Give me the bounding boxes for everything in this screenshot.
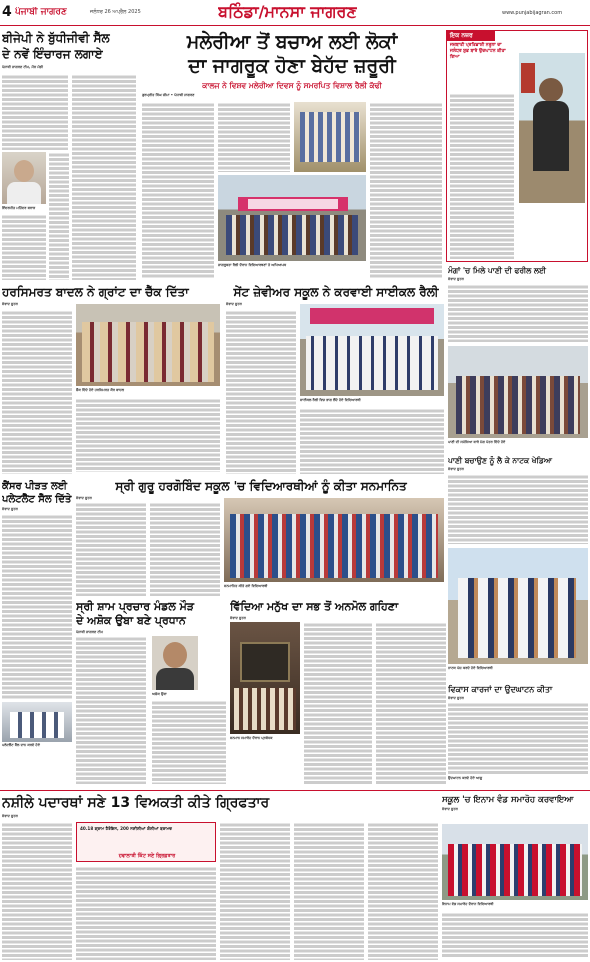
malaria-photo [218,175,366,261]
water-body [448,474,588,544]
bjp-body-2 [49,152,69,280]
demands-photo [448,346,588,438]
malaria-byline: ਗੁਰਪ੍ਰੀਤ ਸਿੰਘ ਚੀਮਾ • ਪੰਜਾਬੀ ਜਾਗਰਣ [142,93,195,97]
demands-story [448,266,588,452]
sidebar-label: ਇਕ ਨਜ਼ਰ [447,31,495,41]
paper-name: ਪੰਜਾਬੀ ਜਾਗਰਣ [15,7,67,17]
malaria-body-3 [370,102,442,278]
malaria-subhead: ਕਾਲਜ ਨੇ ਵਿਸ਼ਵ ਮਲੇਰੀਆ ਦਿਵਸ ਨੂੰ ਸਮਰਪਿਤ ਵਿਸ਼ਾਲ ਰੈਲੀ ਕੱਢੀ [202,81,382,90]
bjp-headline-2: ਦੇ ਨਵੇਂ ਇੰਚਾਰਜ ਲਗਾਏ [2,47,103,61]
vidya-caption: ਸਨਮਾਨ ਸਮਾਰੋਹ ਦੌਰਾਨ ਪ੍ਰਬੰਧਕ [230,736,273,740]
vidya-body-2 [376,622,446,784]
kaur-caption: ਪਲੇਟਲੈੱਟ ਸੈੱਲ ਦਾਨ ਕਰਦੇ ਹੋਏ [2,743,40,747]
vikas-caption: ਉਦਘਾਟਨ ਕਰਦੇ ਹੋਏ ਆਗੂ [448,776,483,780]
sham-photo [152,636,198,690]
drugs-body-5 [368,822,438,960]
inaam-body [442,912,588,958]
date-line: ਜਲੰਧਰ 26 ਅਪ੍ਰੈਲ 2025 [90,9,141,15]
bjp-caption: ਇੰਦਰਜੀਤ ਮਹਿੰਦਰ ਬਰਾੜ [2,206,36,210]
edition-title: ਬਠਿੰਡਾ/ਮਾਨਸਾ ਜਾਗਰਣ [218,2,357,21]
website: www.punjabijagran.com [502,10,563,16]
sidebar-photo [519,53,585,203]
inaam-photo [442,824,588,900]
bjp-headline-1: ਬੀਜੇਪੀ ਨੇ ਬੁੱਧੀਜੀਵੀ ਸੈੱਲ [2,31,110,45]
vikas-headline: ਵਿਕਾਸ ਕਾਰਜਾਂ ਦਾ ਉਦਘਾਟਨ ਕੀਤਾ [448,685,553,694]
sham-headline-2: ਦੇ ਅਸ਼ੋਕ ਉਬਾ ਬਣੇ ਪ੍ਰਧਾਨ [76,614,186,627]
kaur-photo [2,702,72,742]
water-caption: ਨਾਟਕ ਪੇਸ਼ ਕਰਦੇ ਹੋਏ ਵਿਦਿਆਰਥੀ [448,666,493,670]
hargobind-byline: ਸੰਵਾਦ ਸੂਤਰ [76,496,92,500]
inaam-headline: ਸਕੂਲ 'ਚ ਇਨਾਮ ਵੰਡ ਸਮਾਰੋਹ ਕਰਵਾਇਆ [442,795,574,805]
vidya-story [230,600,446,786]
bjp-byline: ਪੰਜਾਬੀ ਜਾਗਰਣ ਟੀਮ, ਮੌੜ ਮੰਡੀ [2,65,43,69]
cycle-caption: ਸਾਈਕਲ ਰੈਲੀ ਵਿਚ ਭਾਗ ਲੈਂਦੇ ਹੋਏ ਵਿਦਿਆਰਥੀ [300,398,361,402]
cycle-body-2 [300,408,444,474]
kaur-body [2,514,72,700]
hargobind-headline: ਸ੍ਰੀ ਗੁਰੂ ਹਰਗੋਬਿੰਦ ਸਕੂਲ 'ਚ ਵਿਦਿਆਰਥੀਆਂ ਨੂੰ ਕੀਤਾ ਸਨਮਾਨਿਤ [115,479,407,493]
cycle-story [226,284,446,474]
malaria-body-1 [142,102,214,278]
harsimrat-body [2,310,72,474]
water-photo [448,548,588,664]
vidya-headline: ਵਿੱਦਿਆ ਮਨੁੱਖ ਦਾ ਸਭ ਤੋਂ ਅਨਮੋਲ ਗਹਿਣਾ [230,600,399,613]
drugs-box-text: 40.18 ਗ੍ਰਾਮ ਹੈਰੋਇਨ, 200 ਨਸ਼ੀਲੀਆਂ ਗੋਲੀਆਂ ਬਰਾਮਦ [80,826,173,831]
drugs-story [2,794,438,960]
sidebar-body: ਜਜ਼ਬਾਤੀ ਪ੍ਰਤਿਭਾਸ਼ੀ ਨਰੂਲਾ ਦਾ ਜਲੰਧਰ ਸ਼ੁਭ ਬਾਰੇ ਉਦਘਾਟਨ ਕੀਤਾ ਗਿਆ [450,43,506,60]
sidebar-box [446,30,588,262]
sham-story [76,600,226,786]
sham-body-1 [76,636,146,784]
vidya-byline: ਸੰਵਾਦ ਸੂਤਰ [230,616,246,620]
cycle-headline: ਸੇਂਟ ਜ਼ੇਵੀਅਰ ਸਕੂਲ ਨੇ ਕਰਵਾਈ ਸਾਈਕਲ ਰੈਲੀ [233,285,439,299]
bjp-body-3 [2,214,46,280]
sidebar-text [450,93,514,259]
sham-byline: ਪੰਜਾਬੀ ਜਾਗਰਣ ਟੀਮ [76,630,103,634]
vikas-story [448,684,588,788]
page-number: 4 [2,4,12,20]
harsimrat-story [2,284,222,474]
malaria-photo-2 [294,102,366,172]
section-divider [0,790,590,791]
vikas-body [448,702,588,774]
masthead [0,0,590,26]
hargobind-story [76,478,446,598]
bjp-body-1 [2,74,68,150]
demands-body [448,284,588,342]
drugs-highlight-box [76,822,216,862]
malaria-caption: ਜਾਗਰੂਕਤਾ ਰੈਲੀ ਦੌਰਾਨ ਵਿਦਿਆਰਥਣਾਂ ਤੇ ਅਧਿਆਪਕ [218,263,287,267]
kaur-headline-1: ਕੈਂਸਰ ਪੀੜਤ ਲਈ [2,481,68,492]
harsimrat-photo [76,304,220,386]
sham-headline-1: ਸ੍ਰੀ ਸ਼ਾਮ ਪ੍ਰਚਾਰ ਮੰਡਲ ਮੌੜ [76,600,195,613]
vikas-byline: ਸੰਵਾਦ ਸੂਤਰ [448,696,464,700]
harsimrat-byline: ਸੰਵਾਦ ਸੂਤਰ [2,302,18,306]
cycle-byline: ਸੰਵਾਦ ਸੂਤਰ [226,302,242,306]
hargobind-caption: ਸਨਮਾਨਿਤ ਕੀਤੇ ਗਏ ਵਿਦਿਆਰਥੀ [224,584,268,588]
sham-caption: ਅਸ਼ੋਕ ਉਬਾ [152,692,167,696]
drugs-box-heading: ਹਵਾਲਾਤੀ ਕਿੱਟ ਸਣੇ ਗ੍ਰਿਫ਼ਤਾਰ [118,853,176,859]
malaria-story [142,30,442,280]
malaria-body-2 [218,102,290,172]
malaria-headline-2: ਦਾ ਜਾਗਰੂਕ ਹੋਣਾ ਬੇਹੱਦ ਜ਼ਰੂਰੀ [188,55,396,77]
demands-caption: ਪਾਣੀ ਦੀ ਸਮੱਸਿਆ ਬਾਰੇ ਮੰਗ ਪੱਤਰ ਦਿੰਦੇ ਹੋਏ [448,440,506,444]
drugs-body-2 [76,866,216,960]
water-byline: ਸੰਵਾਦ ਸੂਤਰ [448,467,464,471]
demands-byline: ਸੰਵਾਦ ਸੂਤਰ [448,277,464,281]
drugs-byline: ਸੰਵਾਦ ਸੂਤਰ [2,814,18,818]
bjp-photo [2,152,46,204]
demands-headline: ਮੰਗਾਂ 'ਚ ਮਿਲੇ ਪਾਣੀ ਦੀ ਫਰੀਲ ਲਈ [448,266,546,275]
inaam-story [442,794,588,960]
drugs-body-3 [220,822,290,960]
kaur-byline: ਸੰਵਾਦ ਸੂਤਰ [2,507,18,511]
malaria-headline-1: ਮਲੇਰੀਆ ਤੋਂ ਬਚਾਅ ਲਈ ਲੋਕਾਂ [186,31,398,53]
drugs-body-4 [294,822,364,960]
water-headline: ਪਾਣੀ ਬਚਾਉਣ ਨੂੰ ਲੈ ਕੇ ਨਾਟਕ ਖੇਡਿਆ [448,456,552,465]
cycle-body-1 [226,310,296,474]
sham-body-2 [152,700,226,784]
hargobind-body-2 [150,502,220,596]
inaam-caption: ਇਨਾਮ ਵੰਡ ਸਮਾਰੋਹ ਦੌਰਾਨ ਵਿਦਿਆਰਥੀ [442,902,494,906]
bjp-body-4 [72,74,136,280]
inaam-byline: ਸੰਵਾਦ ਸੂਤਰ [442,807,458,811]
drugs-headline: ਨਸ਼ੀਲੇ ਪਦਾਰਥਾਂ ਸਣੇ 13 ਵਿਅਕਤੀ ਕੀਤੇ ਗ੍ਰਿਫਤਾਰ [2,795,270,811]
vidya-body-1 [304,622,372,784]
harsimrat-body-2 [76,398,220,472]
vidya-photo [230,622,300,734]
cycle-photo [300,304,444,396]
harsimrat-headline: ਹਰਸਿਮਰਤ ਬਾਦਲ ਨੇ ਗ੍ਰਾਂਟ ਦਾ ਚੈੱਕ ਦਿੱਤਾ [2,285,189,299]
kaur-headline-2: ਪਲੇਟਲੈੱਟ ਸੈੱਲ ਦਿੱਤੇ [2,494,72,505]
harsimrat-caption: ਚੈੱਕ ਦਿੰਦੇ ਹੋਏ ਹਰਸਿਮਰਤ ਕੌਰ ਬਾਦਲ [76,388,124,392]
water-story [448,456,588,678]
kaur-story [2,480,72,750]
hargobind-body-1 [76,502,146,596]
bjp-story [2,30,136,280]
drugs-body-1 [2,822,72,960]
hargobind-photo [224,498,444,582]
